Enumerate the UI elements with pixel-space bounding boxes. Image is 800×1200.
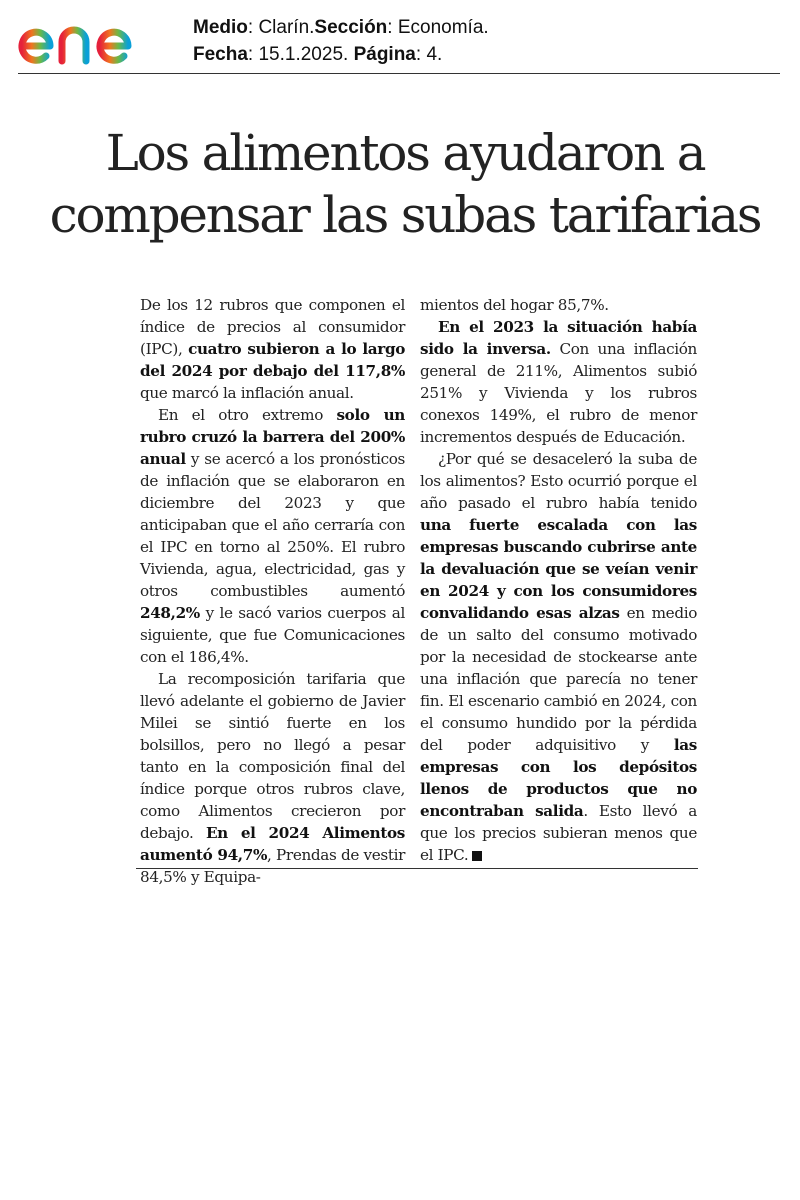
- bold-text: En el 2023 la situación había sido la inversa.: [420, 318, 697, 358]
- paragraph: [140, 668, 405, 888]
- header-divider: [18, 73, 780, 74]
- bold-text: cuatro subieron a lo largo del 2024 por debajo del 117,8%: [140, 340, 405, 380]
- pagina-value: 4.: [426, 44, 443, 65]
- meta-line-1: Medio: Clarín.Sección: Economía.: [193, 17, 489, 38]
- end-of-article-square-icon: [472, 851, 482, 861]
- text-run: , Prendas de vestir 84,5% y Equipa-: [140, 846, 405, 886]
- text-run: y se acercó a los pronósticos de inflación que se elaboraron en diciembre del 2023 y que anticipaban que el año cerraría con el IPC en torno al 250%. El rubro Vivienda, agua, electricidad, gas y otros combustibles aumentó: [140, 450, 405, 600]
- text-run: La recomposición tarifaria que llevó adelante el gobierno de Javier Milei se sintió fuerte en los bolsillos, pero no llegó a pesar tanto en la composición final del índice porque otros rubros clave, como Alimentos crecieron por debajo.: [140, 670, 405, 842]
- text-run: En el otro extremo: [158, 406, 337, 424]
- text-run: De los 12 rubros que componen el índice de precios al consumidor (IPC),: [140, 296, 405, 358]
- paragraph: [140, 294, 405, 404]
- clipping-metadata: [193, 14, 489, 68]
- article-column-left: [140, 294, 405, 888]
- article-bottom-rule: [136, 868, 698, 869]
- text-run: Con una inflación general de 211%, Alimentos subió 251% y Vivienda y los rubros conexos 149%, el rubro de menor incrementos después de Educación.: [420, 340, 697, 446]
- clipping-header: [0, 0, 800, 80]
- medio-value: Clarín.: [258, 17, 315, 38]
- headline-line-1: Los alimentos ayudaron a: [105, 124, 705, 182]
- seccion-value: Economía.: [397, 17, 489, 38]
- meta-line-2: Fecha: 15.1.2025. Página: 4.: [193, 44, 443, 65]
- bold-text: En el 2024 Alimentos aumentó 94,7%: [140, 824, 405, 864]
- enel-logo: [16, 6, 176, 74]
- bold-text: solo un rubro cruzó la barrera del 200% anual: [140, 406, 405, 468]
- seccion-label: Sección: [314, 17, 388, 38]
- headline-line-2: compensar las subas tarifarias: [49, 186, 761, 244]
- bold-text: una fuerte escalada con las empresas buscando cubrirse ante la devaluación que se veían venir en 2024 y con los consumidores convalidando esas alzas: [420, 516, 697, 622]
- text-run: mientos del hogar 85,7%.: [420, 296, 609, 314]
- paragraph: [420, 448, 697, 866]
- pagina-label: Página: [353, 44, 416, 65]
- bold-text: 248,2%: [140, 604, 200, 622]
- text-run: ¿Por qué se desaceleró la suba de los alimentos? Esto ocurrió porque el año pasado el rubro había tenido: [420, 450, 697, 512]
- paragraph: [420, 316, 697, 448]
- paragraph: [420, 294, 697, 316]
- medio-label: Medio: [193, 17, 248, 38]
- article-column-right: [420, 294, 697, 866]
- text-run: y le sacó varios cuerpos al siguiente, que fue Comunicaciones con el 186,4%.: [140, 604, 405, 666]
- fecha-value: 15.1.2025.: [258, 44, 349, 65]
- fecha-label: Fecha: [193, 44, 248, 65]
- text-run: . Esto llevó a que los precios subieran menos que el IPC.: [420, 802, 697, 864]
- paragraph: [140, 404, 405, 668]
- text-run: que marcó la inflación anual.: [140, 384, 354, 402]
- bold-text: las empresas con los depósitos llenos de productos que no encontraban salida: [420, 736, 697, 820]
- article-headline: [20, 122, 790, 246]
- text-run: en medio de un salto del consumo motivado por la necesidad de stockearse ante una inflación que parecía no tener fin. El escenario cambió en 2024, con el consumo hundido por la pérdida del poder adquisitivo y: [420, 604, 697, 754]
